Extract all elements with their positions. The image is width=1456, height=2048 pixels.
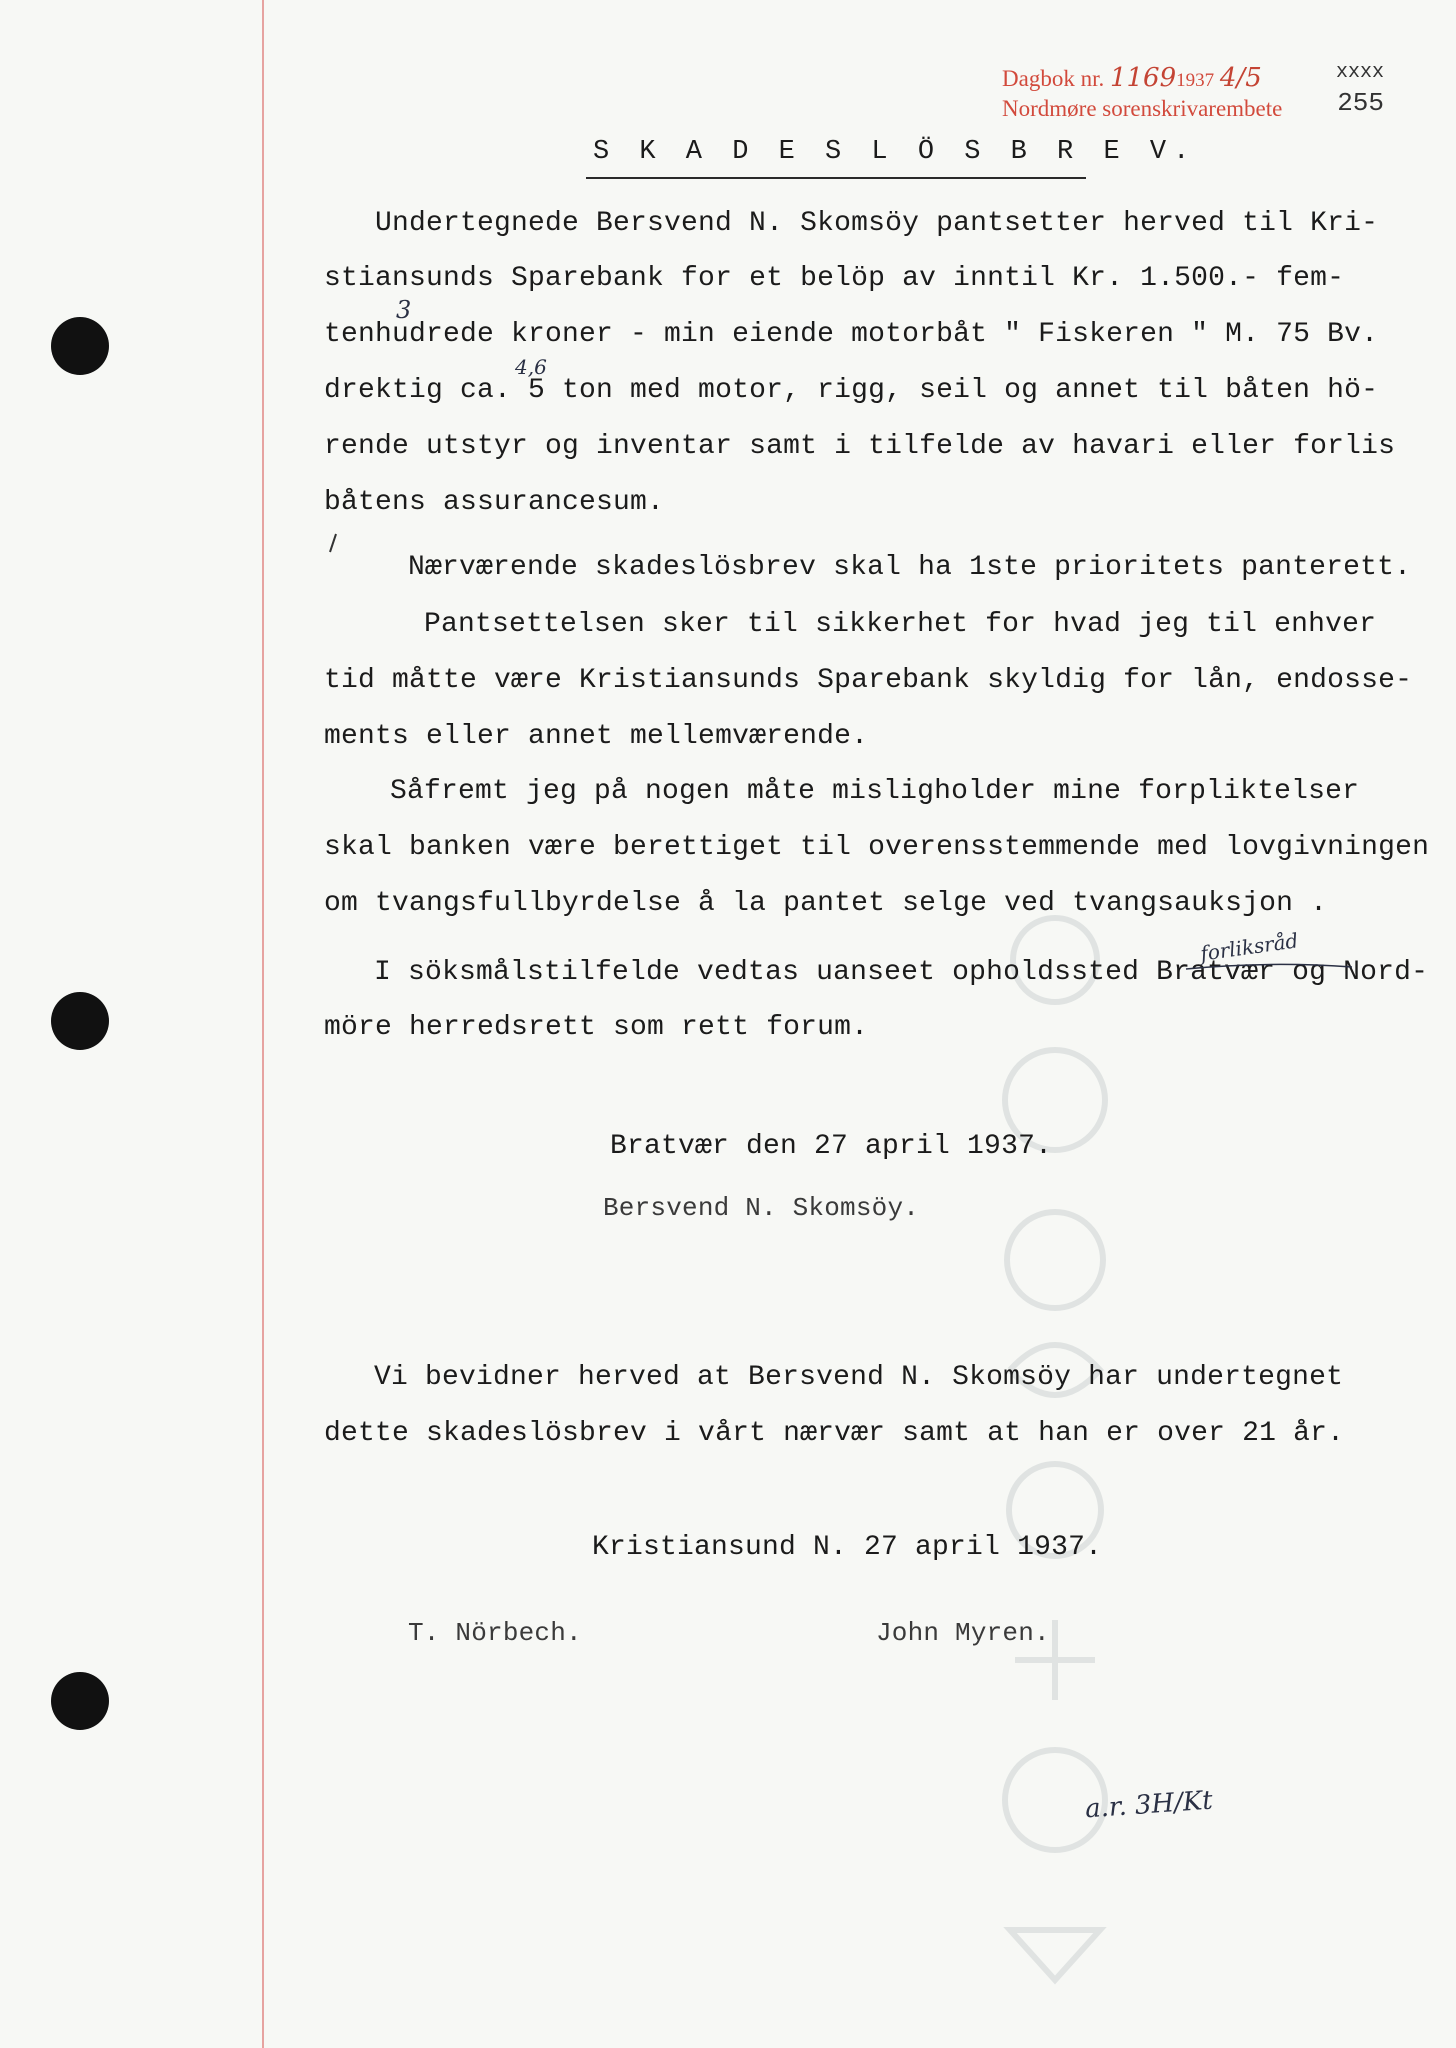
handwritten-tonnage-correction: 4,6 <box>515 355 547 379</box>
punch-hole-bottom <box>51 1672 109 1730</box>
punch-hole-top <box>51 317 109 375</box>
handwritten-bottom-note: a.r. 3H/Kt <box>1084 1785 1214 1825</box>
witness-name-1: T. Nörbech. <box>408 1618 582 1648</box>
witness-name-2: John Myren. <box>876 1618 1050 1648</box>
handwritten-correction-3: 3 <box>396 296 412 324</box>
body-line: om tvangsfullbyrdelse å la pantet selge ved tvangsauksjon . <box>324 888 1328 919</box>
strikethrough-mark <box>1184 957 1354 973</box>
office-name: Nordmøre sorenskrivarembete <box>1002 96 1283 121</box>
dagbok-label: Dagbok nr. <box>1002 66 1105 91</box>
faint-watermark-stamp <box>980 900 1130 2000</box>
place-date: Bratvær den 27 april 1937. <box>610 1131 1053 1162</box>
body-line: stiansunds Sparebank for et belöp av inntil Kr. 1.500.- fem- <box>324 263 1345 294</box>
red-margin-line <box>262 0 264 2048</box>
body-line: Undertegnede Bersvend N. Skomsöy pantsetter herved til Kri- <box>375 208 1379 239</box>
dagbok-stamp <box>1002 64 1282 123</box>
dagbok-number: 1169 <box>1109 63 1177 93</box>
document-title: S K A D E S L Ö S B R E V. <box>593 137 1197 167</box>
page-number-block <box>1336 58 1384 118</box>
body-line: båtens assurancesum. <box>324 487 665 518</box>
body-line: rende utstyr og inventar samt i tilfelde av havari eller forlis <box>324 431 1396 462</box>
body-line: I söksmålstilfelde vedtas uanseet opholdssted Bratvær og Nord- <box>374 957 1429 988</box>
crossed-page-number: xxxx <box>1336 61 1385 84</box>
witness-line: dette skadeslösbrev i vårt nærvær samt at han er over 21 år. <box>324 1418 1345 1449</box>
page-number: 255 <box>1337 88 1385 118</box>
body-line: Pantsettelsen sker til sikkerhet for hvad jeg til enhver <box>424 609 1377 640</box>
handwritten-forliksrad: forliksråd <box>1198 928 1300 966</box>
witness-place-date: Kristiansund N. 27 april 1937. <box>592 1532 1103 1563</box>
pen-mark <box>326 532 340 554</box>
punch-hole-middle <box>51 992 109 1050</box>
body-line: tid måtte være Kristiansunds Sparebank skyldig for lån, endosse- <box>324 665 1413 696</box>
signatory-name: Bersvend N. Skomsöy. <box>603 1193 920 1223</box>
body-line: möre herredsrett som rett forum. <box>324 1012 869 1043</box>
body-line: ments eller annet mellemværende. <box>324 721 869 752</box>
dagbok-date-note: 4/5 <box>1219 63 1262 93</box>
body-line: drektig ca. 5 ton med motor, rigg, seil og annet til båten hö- <box>324 375 1379 406</box>
body-line: Nærværende skadeslösbrev skal ha 1ste prioritets panterett. <box>408 552 1412 583</box>
body-line: tenhudrede kroner - min eiende motorbåt " Fiskeren " M. 75 Bv. <box>324 319 1379 350</box>
title-underline <box>586 177 1086 179</box>
body-line: Såfremt jeg på nogen måte misligholder mine forpliktelser <box>390 776 1360 807</box>
dagbok-year: 1937 <box>1176 70 1215 91</box>
body-line: skal banken være berettiget til overensstemmende med lovgivningen <box>324 832 1430 863</box>
witness-line: Vi bevidner herved at Bersvend N. Skomsöy har undertegnet <box>374 1362 1344 1393</box>
